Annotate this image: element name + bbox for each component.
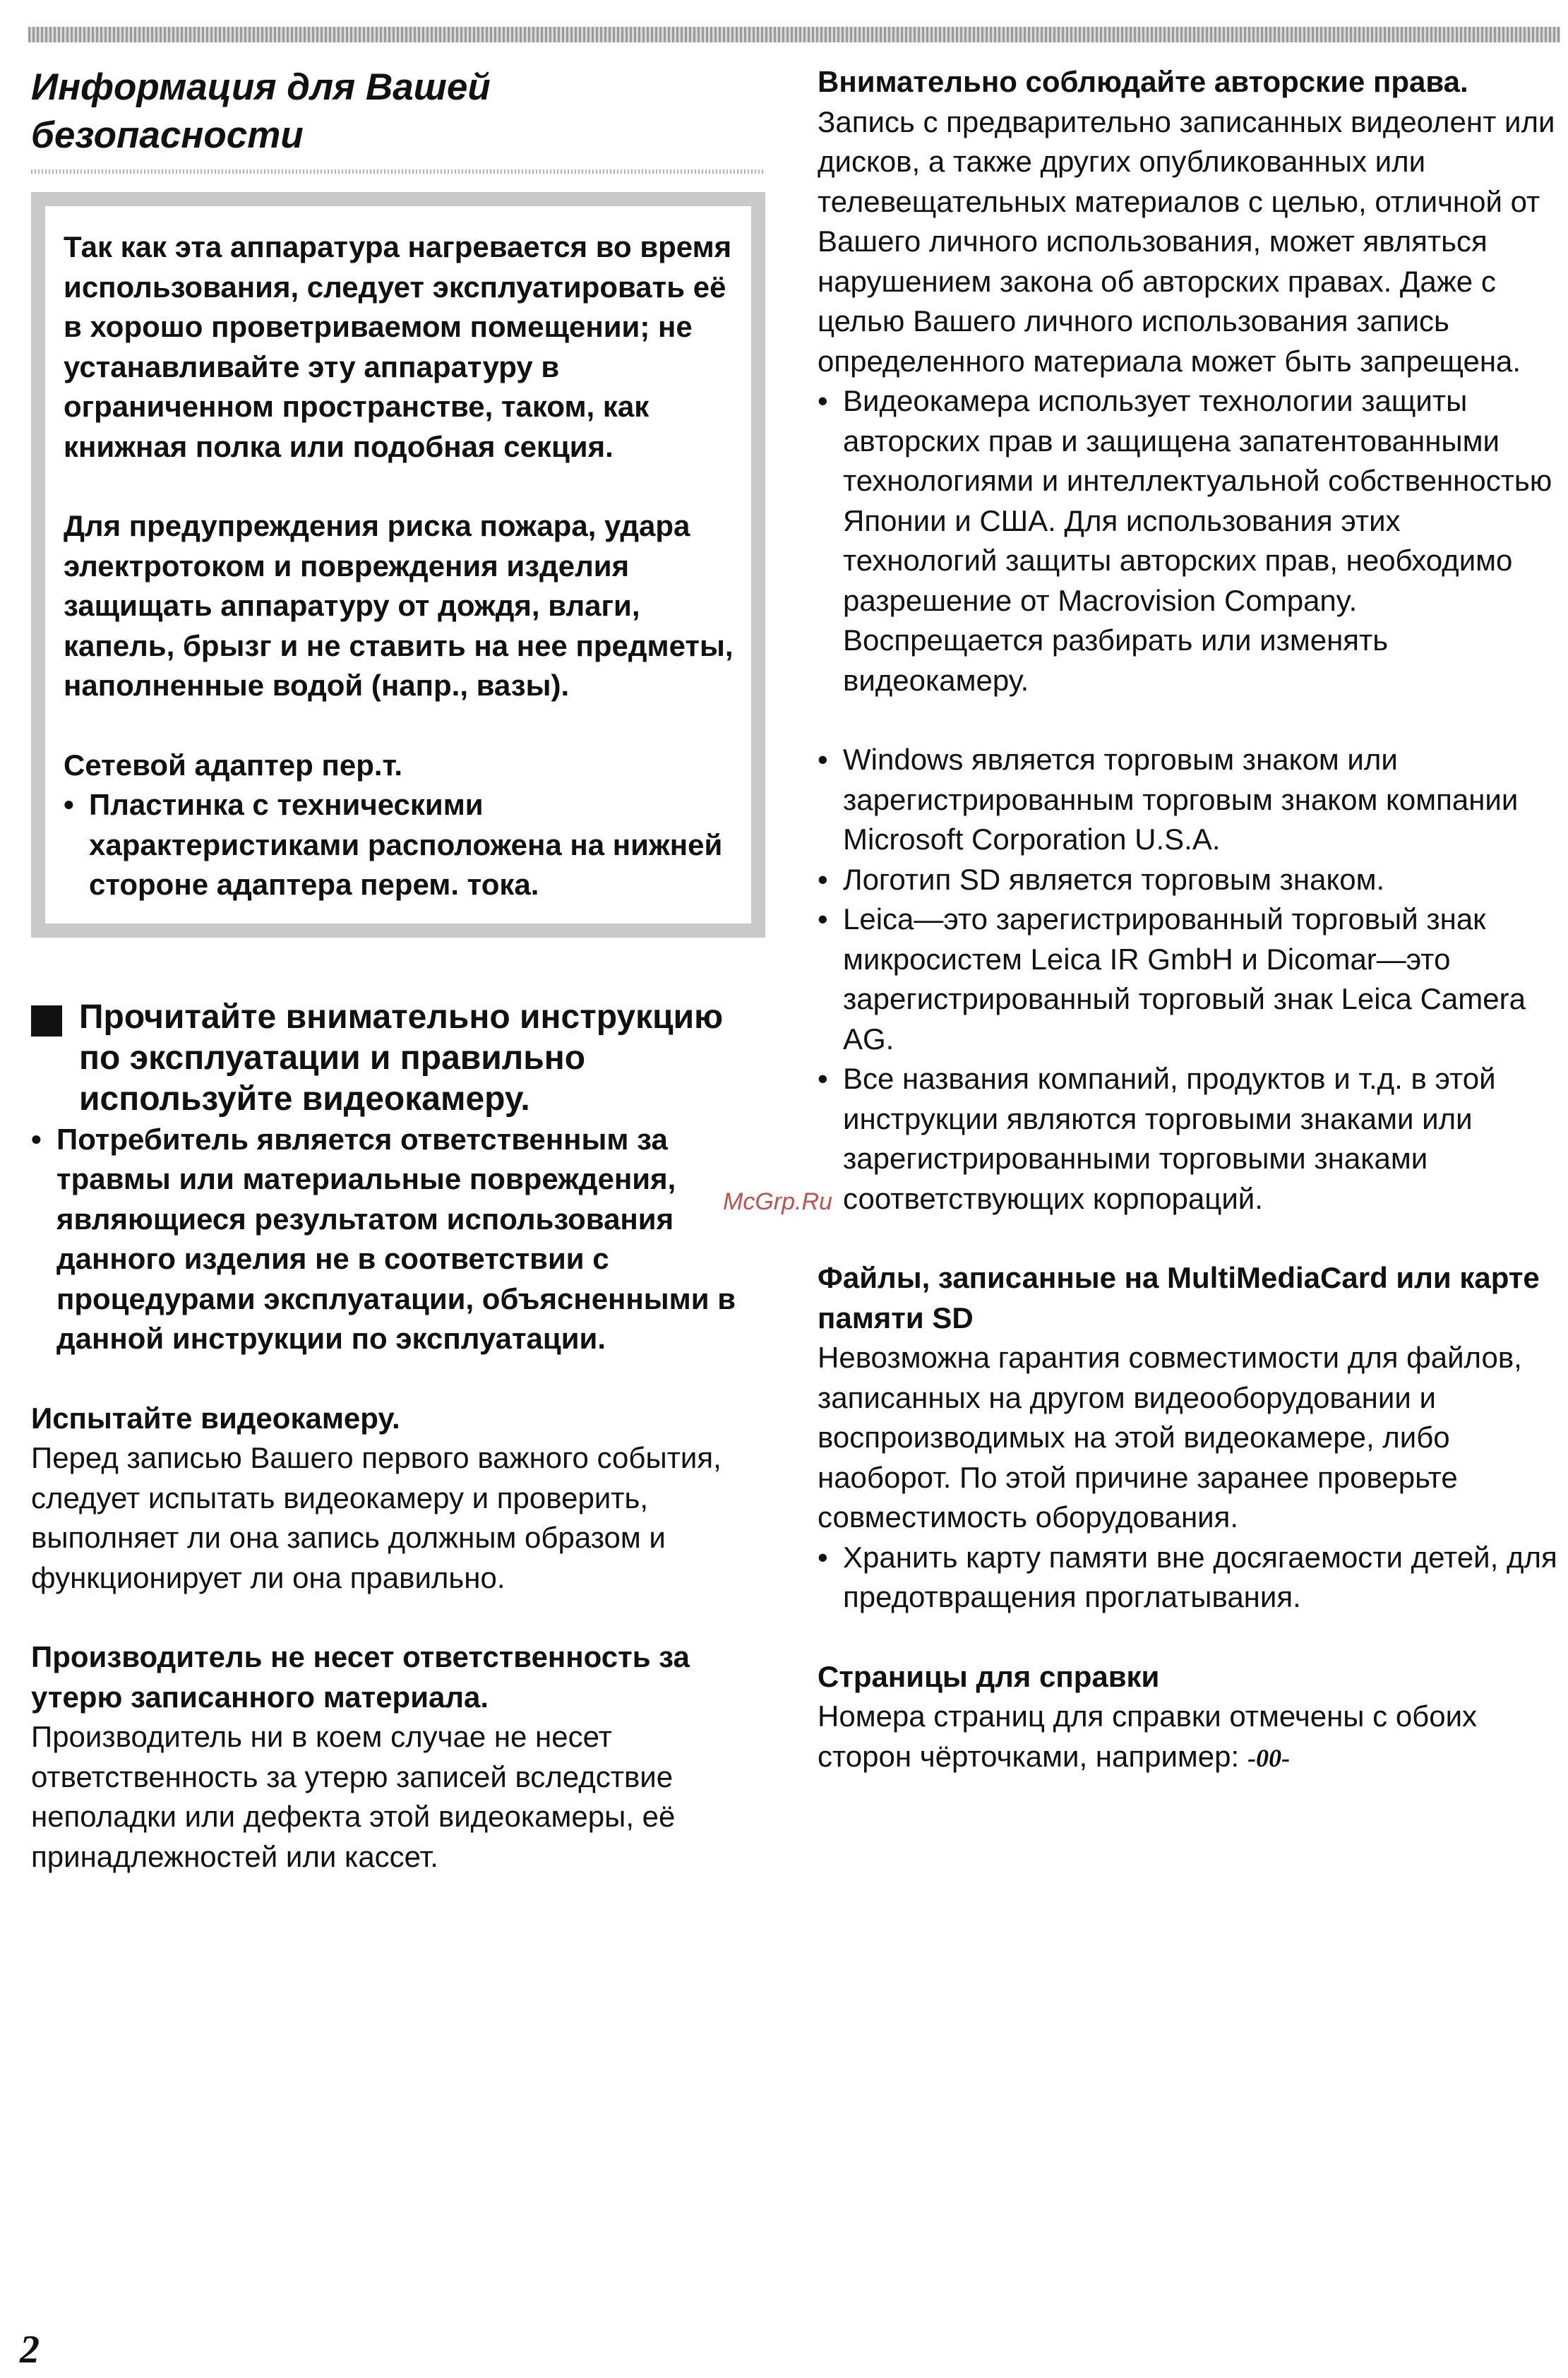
title-divider [31, 169, 765, 174]
left-column [31, 64, 765, 1877]
safety-warning-box [31, 192, 765, 938]
page-reference-example: -00- [1247, 1743, 1291, 1772]
read-instructions-section [31, 997, 765, 1120]
list-item: • Все названия компаний, продуктов и т.д. в этой инструкции являются торговыми знаками или зарегистрированными торговыми знаками соответствующих корпораций. [818, 1059, 1559, 1219]
trademark-list [818, 740, 1559, 1219]
section-marker-icon [31, 1005, 62, 1036]
memory-card-files-body: Невозможна гарантия совместимости для файлов, записанных на другом видеооборудовании и воспроизводимых на этой видеокамере, либо наоборот. По этой причине заранее проверьте совместимость оборудования. [818, 1341, 1522, 1534]
header-pattern-bar [28, 27, 1560, 42]
test-camera-body: Перед записью Вашего первого важного события, следует испытать видеокамеру и проверить, выполняет ли она запись должным образом и функционирует ли она правильно. [31, 1441, 722, 1594]
reference-pages-body [818, 1697, 1559, 1778]
watermark: McGrp.Ru [723, 1188, 832, 1215]
page-title-line-1: Информация для Вашей [31, 66, 491, 108]
liability-body: Производитель ни в коем случае не несет ответственность за утерю записей вследствие неполадки или дефекта этой видеокамеры, её принадлежностей или кассет. [31, 1720, 676, 1873]
adapter-label: Сетевой адаптер пер.т. [64, 748, 403, 782]
list-item: • Логотип SD является торговым знаком. [818, 860, 1559, 900]
read-instructions-heading: Прочитайте внимательно инструкцию по эксплуатации и правильно используйте видеокамеру. [79, 998, 724, 1118]
responsibility-bullet: • Потребитель является ответственным за травмы или материальные повреждения, являющиеся результатом использования данного изделия не в соответствии с процедурами эксплуатации, объясненными в данной инструкции по эксплуатации. [31, 1120, 765, 1359]
copyright-body: Запись с предварительно записанных видеолент или дисков, а также других опубликованных или телевещательных материалов с целью, отличной от Вашего личного использования, может являться нарушением закона об авторских правах. Даже с целью Вашего личного использования запись определенного материала может быть запрещена. [818, 104, 1555, 378]
memory-card-bullet: • Хранить карту памяти вне досягаемости детей, для предотвращения проглатывания. [818, 1538, 1559, 1618]
safety-paragraph-fire: Для предупреждения риска пожара, удара электротоком и повреждения изделия защищать аппаратуру от дождя, влаги, капель, брызг и не ставить на нее предметы, наполненные водой (напр., вазы). [64, 509, 734, 702]
test-camera-heading: Испытайте видеокамеру. [31, 1401, 400, 1435]
memory-card-files-heading: Файлы, записанные на MultiMediaCard или карте памяти SD [818, 1261, 1540, 1334]
page-title [31, 64, 765, 160]
page-number: 2 [20, 2328, 40, 2372]
reference-pages-heading: Страницы для справки [818, 1659, 1160, 1693]
liability-heading: Производитель не несет ответственность за утерю записанного материала. [31, 1640, 690, 1714]
copyright-heading: Внимательно соблюдайте авторские права. [818, 65, 1468, 98]
list-item: • Windows является торговым знаком или зарегистрированным торговым знаком компании Microsoft Corporation U.S.A. [818, 740, 1559, 860]
page-title-line-2: безопасности [31, 114, 304, 156]
right-column [818, 62, 1559, 1778]
list-item: • Leica—это зарегистрированный торговый знак микросистем Leica IR GmbH и Dicomar—это зарегистрированный торговый знак Leica Camera AG. [818, 900, 1559, 1059]
safety-paragraph-ventilation: Так как эта аппаратура нагревается во время использования, следует эксплуатировать её в хорошо проветриваемом помещении; не устанавливайте эту аппаратуру в ограниченном пространстве, таком, как книжная полка или подобная секция. [64, 230, 732, 463]
adapter-bullet: • Пластинка с техническими характеристиками расположена на нижней стороне адаптера перем. тока. [64, 785, 737, 905]
copyright-bullet: • Видеокамера использует технологии защиты авторских прав и защищена запатентованными технологиями и интеллектуальной собственностью Японии и США. Для использования этих технологий защиты авторских прав, необходимо разрешение от Macrovision Company. Воспрещается разбирать или изменять видеокамеру. [818, 381, 1559, 700]
reference-pages-text: Номера страниц для справки отмечены с обоих сторон чёрточками, например: [818, 1699, 1478, 1773]
